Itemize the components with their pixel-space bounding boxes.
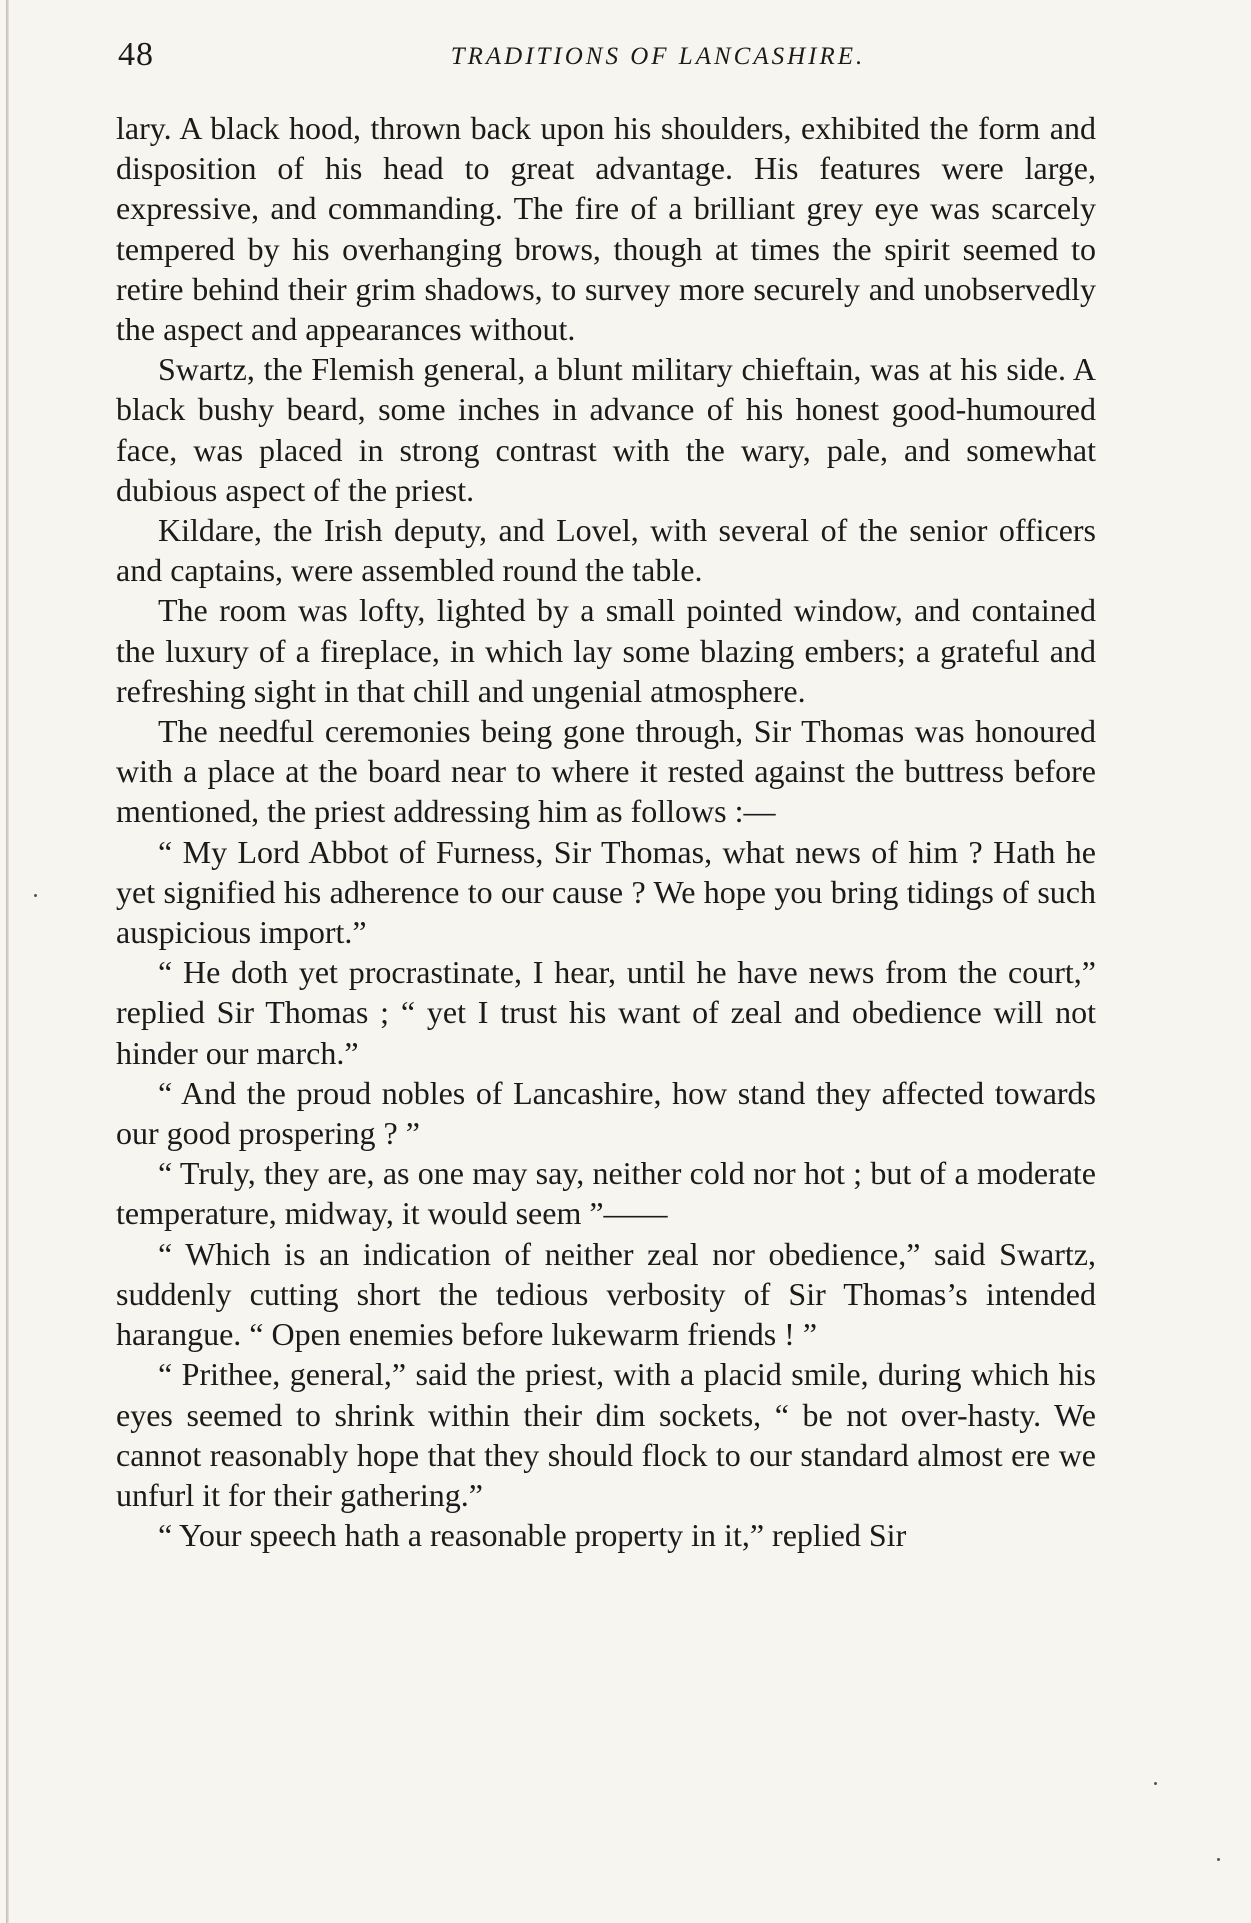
paragraph-3: Kildare, the Irish deputy, and Lovel, with several of the senior officers and captains, were assembled round the table. <box>116 512 1096 589</box>
page-gutter-edge <box>6 0 9 1923</box>
paragraph-1: lary. A black hood, thrown back upon his shoulders, exhibited the form and disposition of his head to great advantage. His features were large, expressive, and commanding. The fire of a brilliant grey eye was scarcely tempered by his overhanging brows, though at times the spirit seemed to retire behind their grim shadows, to survey more securely and unobservedly the aspect and appearances without. <box>116 110 1096 348</box>
paragraph-9: “ Truly, they are, as one may say, neither cold nor hot ; but of a moderate temperature, midway, it would seem ”—— <box>116 1155 1096 1232</box>
paragraph-12: “ Your speech hath a reasonable property in it,” replied Sir <box>158 1517 907 1554</box>
paragraph-4: The room was lofty, lighted by a small pointed window, and contained the luxury of a fireplace, in which lay some blazing embers; a grateful and refreshing sight in that chill and ungenial atmosphere. <box>116 592 1096 709</box>
paragraph-7: “ He doth yet procrastinate, I hear, until he have news from the court,” replied Sir Thomas ; “ yet I trust his want of zeal and obedience will not hinder our march.” <box>116 954 1096 1071</box>
paragraph-2: Swartz, the Flemish general, a blunt military chieftain, was at his side. A black bushy beard, some inches in advance of his honest good-humoured face, was placed in strong contrast with the wary, pale, and somewhat dubious aspect of the priest. <box>116 351 1096 508</box>
body-text <box>116 108 1096 1555</box>
paragraph-6: “ My Lord Abbot of Furness, Sir Thomas, what news of him ? Hath he yet signified his adherence to our cause ? We hope you bring tidings of such auspicious import.” <box>116 833 1096 951</box>
ink-speck <box>1154 1782 1157 1785</box>
ink-speck <box>34 894 37 897</box>
paragraph-8: “ And the proud nobles of Lancashire, how stand they affected towards our good prospering ? ” <box>116 1074 1096 1152</box>
page-number: 48 <box>118 36 154 73</box>
running-head: TRADITIONS OF LANCASHIRE. <box>450 43 866 70</box>
ink-speck <box>1217 1858 1220 1861</box>
paragraph-5: The needful ceremonies being gone through, Sir Thomas was honoured with a place at the board near to where it rested against the buttress before mentioned, the priest addressing him as follows :— <box>116 713 1096 830</box>
paragraph-10: “ Which is an indication of neither zeal nor obedience,” said Swartz, suddenly cutting short the tedious verbosity of Sir Thomas’s intended harangue. “ Open enemies before lukewarm friends ! ” <box>116 1235 1096 1353</box>
page-header <box>118 30 1098 80</box>
paragraph-11: “ Prithee, general,” said the priest, with a placid smile, during which his eyes seemed to shrink within their dim sockets, “ be not over-hasty. We cannot reasonably hope that they should flock to our standard almost ere we unfurl it for their gathering.” <box>116 1356 1096 1513</box>
